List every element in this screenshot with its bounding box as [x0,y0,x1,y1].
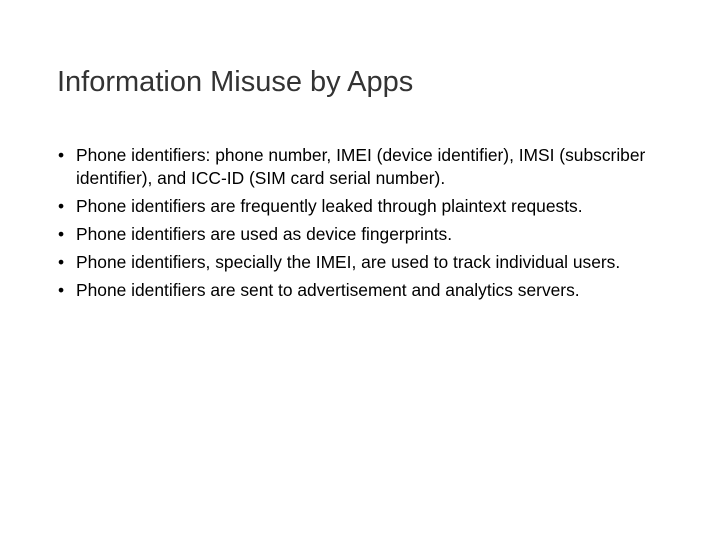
bullet-text: Phone identifiers are frequently leaked through plaintext requests. [76,196,583,216]
bullet-item-5 [58,279,668,302]
bullet-item-1 [58,144,668,190]
bullet-dot-icon: • [58,252,65,272]
bullet-text: Phone identifiers: phone number, IMEI (device identifier), IMSI (subscriber identifier), and ICC-ID (SIM card serial number). [76,145,646,188]
bullet-dot-icon: • [58,224,65,244]
bullet-list [58,144,668,307]
bullet-text: Phone identifiers are sent to advertisement and analytics servers. [76,280,580,300]
bullet-dot-icon: • [58,280,65,300]
bullet-text: Phone identifiers are used as device fingerprints. [76,224,453,244]
slide-title: Information Misuse by Apps [57,66,414,98]
bullet-item-4 [58,251,668,274]
bullet-dot-icon: • [58,196,65,216]
bullet-item-2 [58,195,668,218]
bullet-item-3 [58,223,668,246]
bullet-dot-icon: • [58,145,65,165]
bullet-text: Phone identifiers, specially the IMEI, are used to track individual users. [76,252,621,272]
